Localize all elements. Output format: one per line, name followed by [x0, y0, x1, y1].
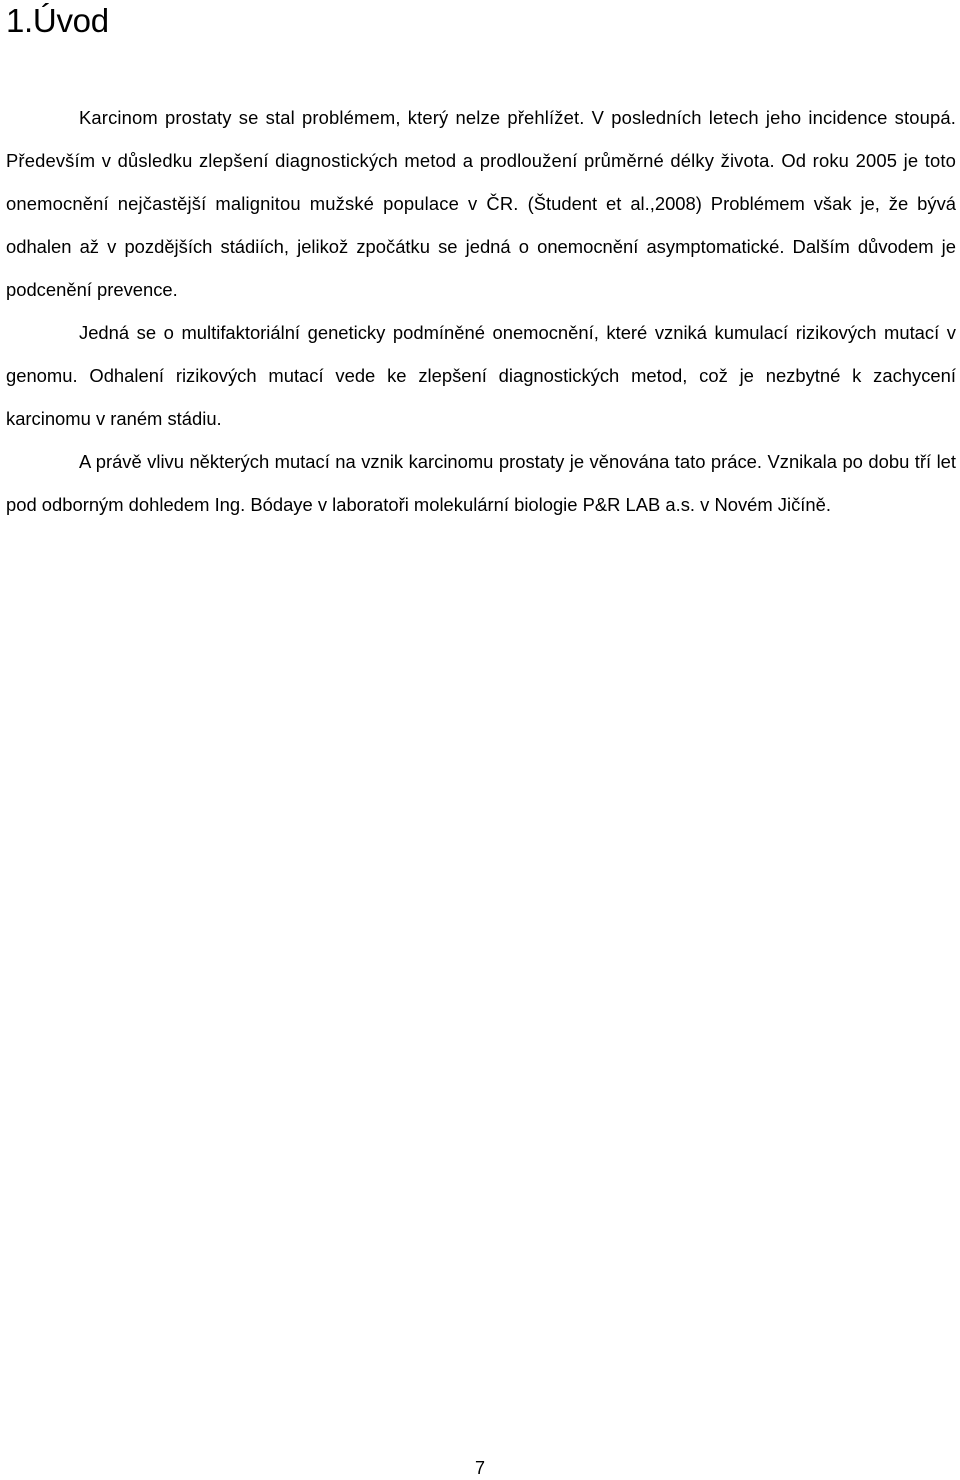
paragraph-intro-part-1: Karcinom prostaty se stal problémem, který nelze přehlížet. V posledních letech jeho incidence stoupá. Především v důsledku zlepšení diagnostických metod a prodloužení průměrné délky života. Od roku 2005 je toto onemocnění nejčastější malignitou mužské populace v ČR.: [6, 107, 956, 214]
paragraph-intro: [6, 96, 956, 311]
paragraph-genetics-text: Jedná se o multifaktoriální geneticky podmíněné onemocnění, které vzniká kumulací rizikových mutací v genomu. Odhalení rizikových mutací vede ke zlepšení diagnostických metod, což je nezbytné k zachycení karcinomu v raném stádiu.: [6, 322, 956, 429]
page-number: 7: [474, 1458, 485, 1478]
body-text: [6, 96, 956, 526]
paragraph-purpose: [6, 440, 956, 526]
paragraph-genetics: [6, 311, 956, 440]
paragraph-purpose-text: A právě vlivu některých mutací na vznik karcinomu prostaty je věnována tato práce. Vznikala po dobu tří let pod odborným dohledem Ing. Bódaye v laboratoři molekulární biologie P&R LAB a.s. v Novém Jičíně.: [6, 451, 956, 515]
chapter-heading: 1.Úvod: [6, 2, 109, 39]
paragraph-intro-part-2: (Študent et al.,2008) Problémem však je, že bývá odhalen až v pozdějších stádiích, jelikož zpočátku se jedná o onemocnění asymptomatické. Dalším důvodem je podcenění prevence.: [6, 193, 956, 300]
